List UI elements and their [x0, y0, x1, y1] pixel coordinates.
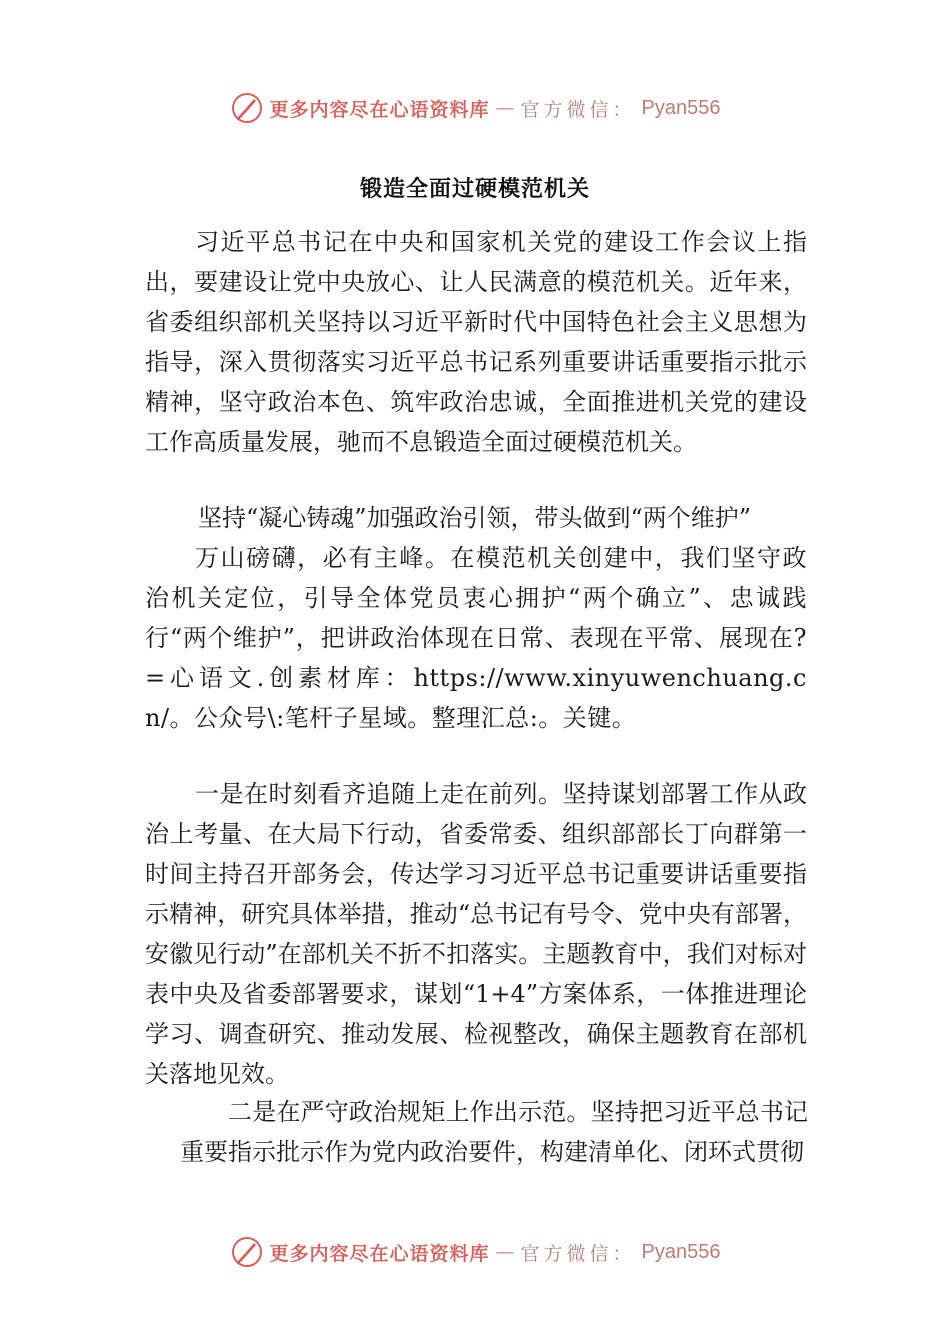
watermark-brand: 更多内容尽在心语资料库: [269, 98, 490, 121]
header-watermark: [0, 88, 950, 128]
watermark-separator: —: [495, 97, 515, 119]
paragraph-section-intro: 万山磅礴，必有主峰。在模范机关创建中，我们坚守政治机关定位，引导全体党员衷心拥护“两个确立”、忠诚践行“两个维护”，把讲政治体现在日常、表现在平常、展现在?=心语文.创素材库：https://www.xinyuwenchuang.cn/。公众号\:笔杆子星域。整理汇总:。关键。: [145, 544, 807, 732]
paragraph-point-two: 二是在严守政治规矩上作出示范。坚持把习近平总书记重要指示批示作为党内政治要件，构建清单化、闭环式贯彻: [180, 1098, 808, 1166]
paragraph-point-one: 一是在时刻看齐追随上走在前列。坚持谋划部署工作从政治上考量、在大局下行动，省委常委、组织部部长丁向群第一时间主持召开部务会，传达学习习近平总书记重要讲话重要指示精神，研究具体举措，推动“总书记有号令、党中央有部署，安徽见行动”在部机关不折不扣落实。主题教育中，我们对标对表中央及省委部署要求，谋划“1+4”方案体系，一体推进理论学习、调查研究、推动发展、检视整改，确保主题教育在部机关落地见效。: [145, 780, 807, 1088]
quill-logo-icon: [230, 1235, 264, 1269]
watermark-wechat-id: Pyan556: [641, 1240, 721, 1263]
watermark-brand: 更多内容尽在心语资料库: [269, 1242, 490, 1265]
section-heading: 坚持“凝心铸魂”加强政治引领，带头做到“两个维护”: [198, 504, 752, 532]
quill-logo-icon: [230, 91, 264, 125]
footer-watermark: [0, 1232, 950, 1272]
watermark-wechat-id: Pyan556: [641, 96, 721, 119]
watermark-label: 官方微信：: [520, 1242, 636, 1265]
paragraph-intro: 习近平总书记在中央和国家机关党的建设工作会议上指出，要建设让党中央放心、让人民满意的模范机关。近年来，省委组织部机关坚持以习近平新时代中国特色社会主义思想为指导，深入贯彻落实习近平总书记系列重要讲话重要指示批示精神，坚守政治本色、筑牢政治忠诚，全面推进机关党的建设工作高质量发展，驰而不息锻造全面过硬模范机关。: [145, 228, 807, 456]
watermark-label: 官方微信：: [520, 98, 636, 121]
document-title: 锻造全面过硬模范机关: [359, 177, 590, 202]
watermark-separator: —: [495, 1241, 515, 1263]
